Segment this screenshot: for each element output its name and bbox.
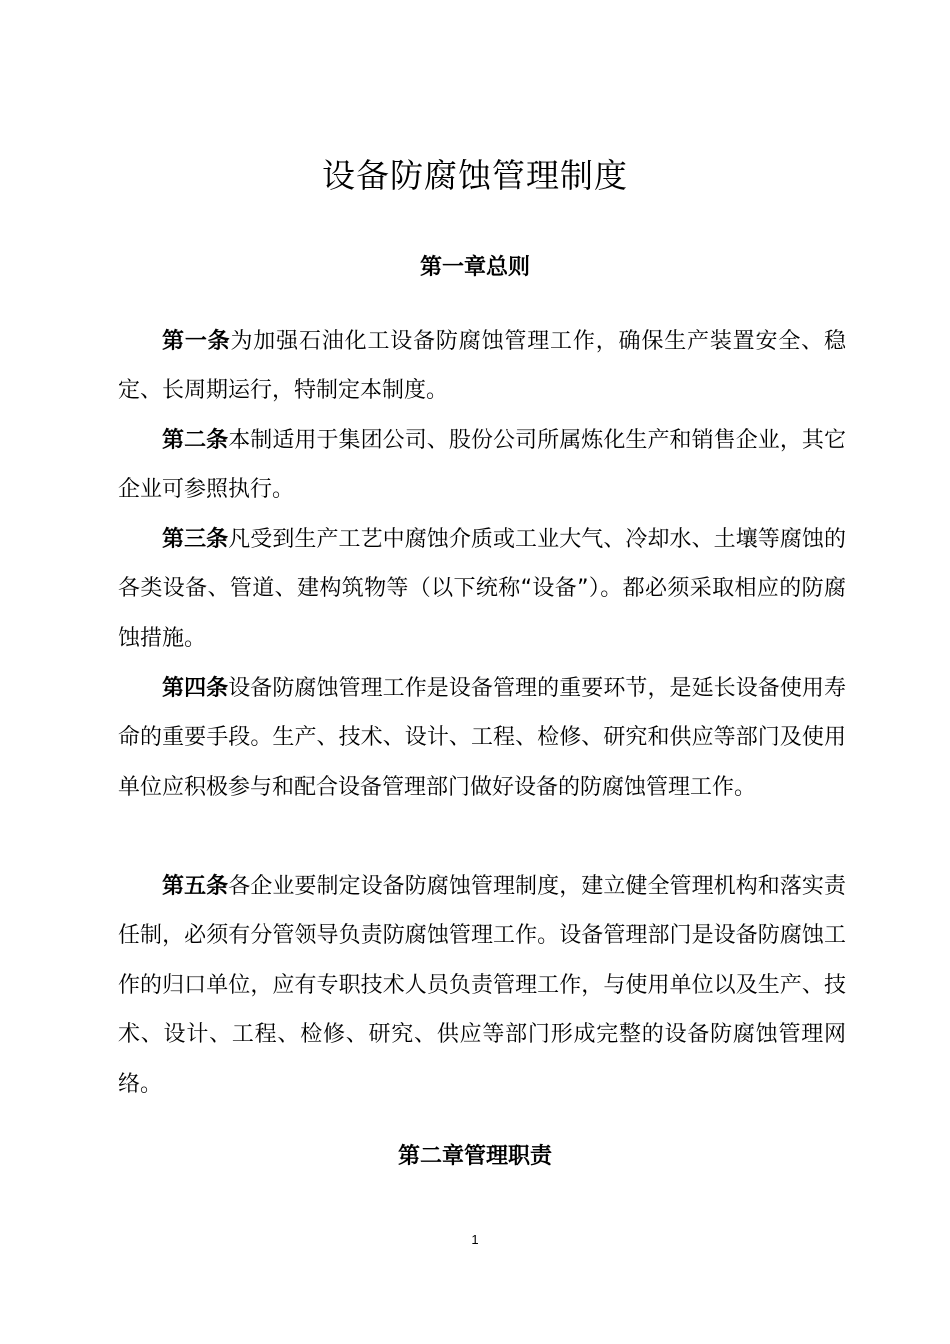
article-label: 第三条	[162, 527, 229, 552]
article-paragraph	[118, 416, 846, 515]
article-text: 为加强石油化工设备防腐蚀管理工作，确保生产装置安全、稳定、长周期运行，特制定本制度。	[118, 329, 846, 404]
article-label: 第四条	[162, 676, 229, 701]
chapter-heading: 第一章总则	[419, 255, 530, 280]
article-text: 设备防腐蚀管理工作是设备管理的重要环节，是延长设备使用寿命的重要手段。生产、技术、设计、工程、检修、研究和供应等部门及使用单位应积极参与和配合设备管理部门做好设备的防腐蚀管理工作。	[118, 676, 846, 800]
article-label: 第二条	[162, 428, 229, 453]
article-paragraph	[118, 515, 846, 663]
article-label: 第一条	[162, 329, 231, 354]
document-title: 设备防腐蚀管理制度	[322, 156, 628, 195]
article-paragraph	[118, 664, 846, 812]
article-text: 各企业要制定设备防腐蚀管理制度，建立健全管理机构和落实责任制，必须有分管领导负责防腐蚀管理工作。设备管理部门是设备防腐蚀工作的归口单位，应有专职技术人员负责管理工作，与使用单位以及生产、技术、设计、工程、检修、研究、供应等部门形成完整的设备防腐蚀管理网络。	[118, 874, 846, 1097]
chapter-heading: 第二章管理职责	[397, 1144, 552, 1169]
article-text: 本制适用于集团公司、股份公司所属炼化生产和销售企业，其它企业可参照执行。	[118, 428, 846, 503]
article-paragraph	[118, 862, 846, 1109]
page-number: 1	[471, 1232, 479, 1247]
article-label: 第五条	[162, 874, 229, 899]
article-text: 凡受到生产工艺中腐蚀介质或工业大气、冷却水、土壤等腐蚀的各类设备、管道、建构筑物等（以下统称“设备”）。都必须采取相应的防腐蚀措施。	[118, 527, 846, 651]
article-paragraph	[118, 317, 846, 416]
